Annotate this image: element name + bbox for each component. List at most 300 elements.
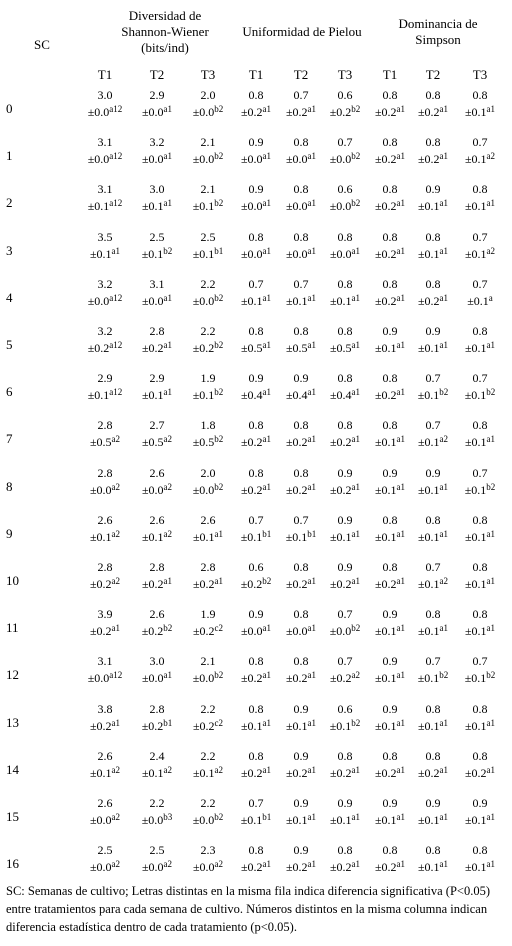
cell-mean: 2.6: [97, 796, 113, 810]
cell-sd: [231, 197, 281, 215]
cell-sd: [231, 669, 281, 687]
cell-significance: a1: [486, 812, 496, 822]
cell-sd: [80, 858, 130, 876]
cell-significance: a1: [307, 245, 317, 256]
cell-significance: a1: [439, 764, 449, 775]
table-cell: [80, 181, 130, 215]
table-cell: [231, 795, 281, 829]
table-cell: [183, 512, 233, 546]
table-cell: [320, 87, 370, 121]
cell-mean: 2.6: [200, 512, 216, 527]
cell-significance: a1: [307, 812, 317, 822]
cell-significance: a1: [307, 764, 317, 775]
cell-sd-value: ±0.1: [464, 718, 487, 733]
cell-mean: 0.7: [337, 135, 353, 150]
cell-mean: 0.6: [248, 560, 264, 574]
table-cell: [231, 653, 281, 687]
cell-sd: [80, 433, 130, 451]
cell-sd: [231, 339, 281, 357]
cell-sd: [132, 150, 182, 168]
cell-sd-value: ±0.1: [464, 577, 487, 591]
table-cell: [80, 465, 130, 499]
cell-sd-value: ±0.0: [285, 246, 308, 261]
cell-sd-value: ±0.2: [192, 577, 215, 591]
cell-sd: [183, 481, 233, 499]
table-cell: [132, 134, 182, 168]
table-cell: [80, 417, 130, 451]
cell-sd: [455, 858, 505, 876]
cell-significance: b2: [214, 104, 224, 114]
row-label-sc: 12: [6, 667, 19, 683]
cell-sd: [183, 103, 233, 121]
table-cell: [231, 276, 281, 310]
cell-mean: 2.6: [97, 748, 113, 763]
table-cell: [276, 229, 326, 263]
table-cell: [183, 795, 233, 829]
cell-sd-value: ±0.2: [240, 860, 263, 875]
table-cell: [231, 748, 281, 782]
cell-sd-value: ±0.1: [417, 718, 440, 733]
cell-sd: [132, 481, 182, 499]
cell-sd: [183, 528, 233, 546]
cell-sd-value: ±0.2: [192, 718, 215, 733]
cell-sd-value: ±0.1: [464, 482, 487, 497]
cell-mean: 0.7: [293, 88, 309, 102]
table-cell: [183, 134, 233, 168]
cell-mean: 0.7: [472, 465, 488, 480]
cell-sd-value: ±0.1: [374, 718, 397, 733]
cell-sd-value: ±0.1: [417, 624, 440, 639]
cell-significance: a12: [109, 104, 123, 114]
cell-sd: [320, 764, 370, 782]
table-cell: [132, 323, 182, 357]
table-cell: [80, 134, 130, 168]
cell-significance: a1: [396, 623, 406, 634]
table-cell: [408, 465, 458, 499]
cell-mean: 0.9: [293, 371, 309, 386]
cell-mean: 0.8: [425, 701, 441, 716]
cell-significance: a2: [111, 859, 121, 870]
cell-sd-value: ±0.1: [374, 624, 397, 639]
cell-significance: a2: [439, 576, 449, 586]
column-header-6: T1: [382, 67, 398, 82]
cell-sd-value: ±0.1: [374, 813, 397, 827]
cell-significance: a1: [163, 151, 173, 162]
table-cell: [183, 465, 233, 499]
table-cell: [183, 87, 233, 121]
cell-sd: [276, 433, 326, 451]
cell-sd-value: ±0.2: [192, 341, 215, 355]
cell-sd-value: ±0.0: [141, 813, 164, 827]
cell-significance: a1: [486, 859, 496, 870]
cell-significance: a1: [396, 104, 406, 114]
cell-mean: 0.8: [293, 324, 309, 338]
table-cell: [276, 134, 326, 168]
table-cell: [80, 748, 130, 782]
cell-mean: 0.8: [248, 843, 264, 858]
cell-mean: 0.6: [337, 88, 353, 102]
table-cell: [320, 134, 370, 168]
cell-mean: 0.8: [425, 135, 441, 150]
cell-significance: b2: [214, 151, 224, 162]
cell-sd-value: ±0.0: [192, 860, 215, 875]
cell-mean: 2.8: [200, 560, 216, 574]
cell-sd: [231, 764, 281, 782]
cell-sd: [408, 575, 458, 593]
cell-sd: [80, 103, 130, 121]
cell-sd-value: ±0.1: [417, 199, 440, 214]
row-label-sc: 8: [6, 478, 13, 494]
header-shannon: [100, 8, 230, 56]
cell-sd-value: ±0.0: [329, 246, 352, 261]
table-cell: [455, 701, 505, 735]
cell-mean: 0.8: [472, 607, 488, 622]
cell-sd: [132, 575, 182, 593]
cell-sd-value: ±0.2: [374, 765, 397, 780]
cell-sd-value: ±0.0: [141, 671, 164, 686]
cell-mean: 0.9: [337, 796, 353, 810]
cell-significance: b2: [214, 434, 224, 445]
cell-mean: 0.8: [337, 229, 353, 244]
cell-significance: a1: [396, 340, 406, 350]
cell-significance: a1: [439, 481, 449, 492]
table-cell: [320, 559, 370, 593]
cell-sd: [320, 717, 370, 735]
table-cell: [320, 606, 370, 640]
cell-mean: 0.7: [337, 654, 353, 669]
cell-significance: a2: [111, 576, 121, 586]
cell-mean: 0.8: [472, 843, 488, 858]
cell-mean: 0.9: [382, 796, 398, 810]
cell-mean: 0.9: [425, 796, 441, 810]
cell-mean: 2.2: [200, 276, 216, 291]
cell-mean: 0.8: [293, 654, 309, 669]
cell-sd-value: ±0.2: [285, 577, 308, 591]
table-cell: [455, 370, 505, 404]
column-header-1: T2: [149, 67, 165, 82]
cell-mean: 2.5: [149, 229, 165, 244]
cell-mean: 0.8: [472, 701, 488, 716]
cell-sd: [455, 528, 505, 546]
cell-sd-value: ±0.2: [374, 199, 397, 214]
cell-significance: a1: [396, 670, 406, 681]
cell-sd: [183, 245, 233, 263]
cell-sd-value: ±0.1: [240, 293, 263, 308]
cell-mean: 2.5: [200, 229, 216, 244]
cell-sd-value: ±0.1: [87, 388, 110, 403]
cell-sd-value: ±0.5: [141, 435, 164, 450]
cell-sd: [183, 858, 233, 876]
cell-mean: 2.9: [97, 371, 113, 386]
cell-sd: [231, 433, 281, 451]
cell-sd: [276, 528, 326, 546]
cell-mean: 2.1: [200, 654, 216, 669]
cell-sd: [80, 150, 130, 168]
cell-sd: [276, 858, 326, 876]
cell-mean: 2.5: [97, 843, 113, 858]
cell-sd: [276, 575, 326, 593]
table-cell: [455, 559, 505, 593]
cell-sd-value: ±0.0: [240, 199, 263, 214]
cell-significance: a1: [262, 764, 272, 775]
cell-significance: a1: [439, 859, 449, 870]
cell-sd: [455, 575, 505, 593]
cell-sd-value: ±0.2: [464, 765, 487, 780]
cell-significance: a1: [111, 245, 121, 256]
cell-significance: a1: [163, 387, 173, 398]
cell-mean: 0.7: [472, 654, 488, 669]
cell-significance: a2: [111, 764, 121, 775]
cell-sd: [320, 575, 370, 593]
cell-sd-value: ±0.2: [329, 765, 352, 780]
header-shannon-line2: Shannon-Wiener: [121, 24, 209, 39]
cell-significance: a1: [307, 670, 317, 681]
cell-significance: b1: [262, 528, 272, 539]
table-cell: [408, 229, 458, 263]
cell-sd-value: ±0.1: [464, 199, 487, 214]
cell-sd-value: ±0.2: [141, 624, 164, 639]
cell-significance: a1: [351, 245, 361, 256]
cell-sd: [132, 292, 182, 310]
cell-sd: [320, 858, 370, 876]
cell-mean: 0.8: [425, 88, 441, 102]
cell-mean: 0.8: [248, 465, 264, 480]
table-cell: [276, 606, 326, 640]
cell-significance: a1: [396, 292, 406, 303]
cell-sd-value: ±0.0: [192, 813, 215, 827]
row-label-sc: 10: [6, 573, 19, 588]
table-cell: [320, 653, 370, 687]
cell-sd-value: ±0.1: [240, 813, 263, 827]
table-cell: [132, 606, 182, 640]
cell-sd: [408, 197, 458, 215]
cell-mean: 0.6: [337, 701, 353, 716]
cell-significance: a1: [262, 151, 272, 162]
table-cell: [132, 181, 182, 215]
table-cell: [455, 842, 505, 876]
cell-sd: [80, 292, 130, 310]
cell-sd: [80, 764, 130, 782]
cell-sd-value: ±0.1: [285, 293, 308, 308]
column-header-0: T1: [97, 67, 113, 82]
table-cell: [320, 701, 370, 735]
cell-sd: [80, 528, 130, 546]
cell-sd-value: ±0.1: [141, 388, 164, 403]
cell-sd-value: ±0.0: [285, 199, 308, 214]
cell-significance: a1: [307, 623, 317, 634]
cell-significance: a1: [486, 717, 496, 728]
cell-sd: [276, 292, 326, 310]
cell-significance: a1: [307, 481, 317, 492]
cell-significance: a1: [163, 292, 173, 303]
table-cell: [231, 512, 281, 546]
cell-sd: [408, 717, 458, 735]
cell-sd-value: ±0.2: [374, 860, 397, 875]
cell-significance: b2: [214, 292, 224, 303]
header-pielou-line1: Uniformidad de Pielou: [242, 24, 362, 39]
cell-sd-value: ±0.2: [374, 152, 397, 167]
cell-significance: a1: [262, 481, 272, 492]
cell-sd: [455, 622, 505, 640]
cell-significance: a1: [396, 245, 406, 256]
cell-sd: [455, 717, 505, 735]
cell-sd: [231, 717, 281, 735]
cell-mean: 3.0: [149, 654, 165, 669]
cell-significance: a1: [351, 859, 361, 870]
cell-sd: [320, 622, 370, 640]
cell-mean: 2.8: [149, 701, 165, 716]
cell-significance: a1: [262, 292, 272, 303]
cell-sd-value: ±0.0: [240, 624, 263, 639]
cell-sd: [132, 433, 182, 451]
row-label-sc: 0: [6, 101, 13, 116]
table-cell: [183, 181, 233, 215]
cell-significance: a1: [439, 151, 449, 162]
header-simpson: [376, 16, 500, 48]
cell-mean: 0.9: [382, 324, 398, 338]
table-cell: [231, 323, 281, 357]
cell-sd-value: ±0.1: [417, 813, 440, 827]
cell-sd-value: ±0.2: [285, 765, 308, 780]
table-cell: [80, 701, 130, 735]
cell-mean: 2.6: [149, 607, 165, 622]
cell-sd-value: ±0.2: [141, 718, 164, 733]
cell-significance: b2: [351, 717, 361, 728]
cell-sd: [231, 386, 281, 404]
cell-sd-value: ±0.0: [240, 246, 263, 261]
cell-mean: 3.2: [97, 324, 113, 338]
cell-sd: [132, 717, 182, 735]
cell-sd-value: ±0.0: [87, 671, 110, 686]
cell-sd-value: ±0.1: [464, 246, 487, 261]
cell-sd-value: ±0.2: [329, 105, 352, 119]
cell-sd-value: ±0.2: [417, 293, 440, 308]
cell-sd: [132, 669, 182, 687]
cell-sd: [455, 764, 505, 782]
table-cell: [132, 559, 182, 593]
table-cell: [455, 134, 505, 168]
cell-significance: c2: [214, 717, 224, 728]
cell-mean: 0.7: [425, 560, 441, 574]
cell-significance: a1: [486, 623, 496, 634]
table-cell: [408, 87, 458, 121]
cell-significance: a1: [439, 340, 449, 350]
cell-significance: a1: [396, 717, 406, 728]
table-cell: [183, 606, 233, 640]
cell-sd-value: ±0.1: [417, 860, 440, 875]
cell-sd: [132, 811, 182, 829]
cell-significance: a2: [486, 245, 496, 256]
table-cell: [320, 465, 370, 499]
cell-sd: [276, 339, 326, 357]
cell-significance: a2: [111, 434, 121, 445]
cell-sd: [183, 575, 233, 593]
cell-mean: 0.8: [293, 229, 309, 244]
table-cell: [455, 181, 505, 215]
cell-mean: 3.0: [97, 88, 113, 102]
cell-mean: 2.9: [149, 88, 165, 102]
cell-sd-value: ±0.2: [89, 577, 112, 591]
table-cell: [183, 229, 233, 263]
cell-sd: [183, 386, 233, 404]
cell-sd-value: ±0.2: [417, 765, 440, 780]
cell-sd: [455, 103, 505, 121]
table-cell: [183, 323, 233, 357]
cell-sd: [80, 245, 130, 263]
cell-sd-value: ±0.1: [417, 246, 440, 261]
cell-sd-value: ±0.1: [417, 529, 440, 544]
cell-significance: b2: [214, 198, 224, 209]
cell-sd-value: ±0.1: [374, 529, 397, 544]
cell-sd-value: ±0.1: [464, 341, 487, 355]
cell-sd: [183, 339, 233, 357]
cell-significance: a12: [109, 292, 123, 303]
cell-significance: b2: [214, 670, 224, 681]
cell-mean: 3.2: [149, 135, 165, 150]
table-cell: [276, 653, 326, 687]
cell-significance: a1: [307, 151, 317, 162]
table-cell: [276, 795, 326, 829]
header-pielou: [232, 24, 372, 40]
cell-sd: [276, 811, 326, 829]
cell-mean: 0.9: [382, 654, 398, 669]
cell-mean: 0.7: [472, 276, 488, 291]
cell-sd-value: ±0.1: [87, 199, 110, 214]
cell-significance: a1: [486, 764, 496, 775]
cell-significance: a1: [307, 387, 317, 398]
cell-mean: 0.8: [472, 182, 488, 197]
cell-sd-value: ±0.1: [464, 152, 487, 167]
cell-mean: 0.7: [425, 654, 441, 669]
cell-mean: 0.8: [382, 88, 398, 102]
cell-significance: a1: [262, 340, 272, 350]
cell-significance: b3: [163, 812, 173, 822]
cell-mean: 3.9: [97, 607, 113, 622]
table-cell: [231, 370, 281, 404]
cell-mean: 0.9: [248, 371, 264, 386]
cell-sd-value: ±0.1: [374, 435, 397, 450]
cell-sd: [80, 197, 130, 215]
cell-mean: 0.7: [472, 229, 488, 244]
cell-sd: [231, 245, 281, 263]
table-cell: [455, 653, 505, 687]
cell-sd: [455, 197, 505, 215]
cell-sd: [231, 528, 281, 546]
cell-significance: a2: [214, 764, 224, 775]
table-cell: [80, 559, 130, 593]
cell-sd-value: ±0.2: [417, 152, 440, 167]
cell-sd: [408, 339, 458, 357]
cell-sd: [408, 622, 458, 640]
cell-sd-value: ±0.1: [374, 671, 397, 686]
cell-sd: [408, 528, 458, 546]
cell-sd-value: ±0.2: [141, 341, 164, 355]
table-cell: [132, 417, 182, 451]
table-cell: [132, 276, 182, 310]
cell-sd-value: ±0.1: [464, 435, 487, 450]
cell-sd-value: ±0.2: [285, 482, 308, 497]
cell-sd-value: ±0.1: [141, 765, 164, 780]
cell-sd-value: ±0.2: [240, 577, 263, 591]
cell-mean: 0.8: [425, 843, 441, 858]
cell-mean: 2.2: [149, 796, 165, 810]
table-cell: [132, 229, 182, 263]
row-label-sc: 16: [6, 856, 19, 872]
cell-sd-value: ±0.1: [329, 293, 352, 308]
cell-mean: 0.8: [337, 418, 353, 433]
cell-sd-value: ±0.1: [141, 246, 164, 261]
table-cell: [276, 370, 326, 404]
